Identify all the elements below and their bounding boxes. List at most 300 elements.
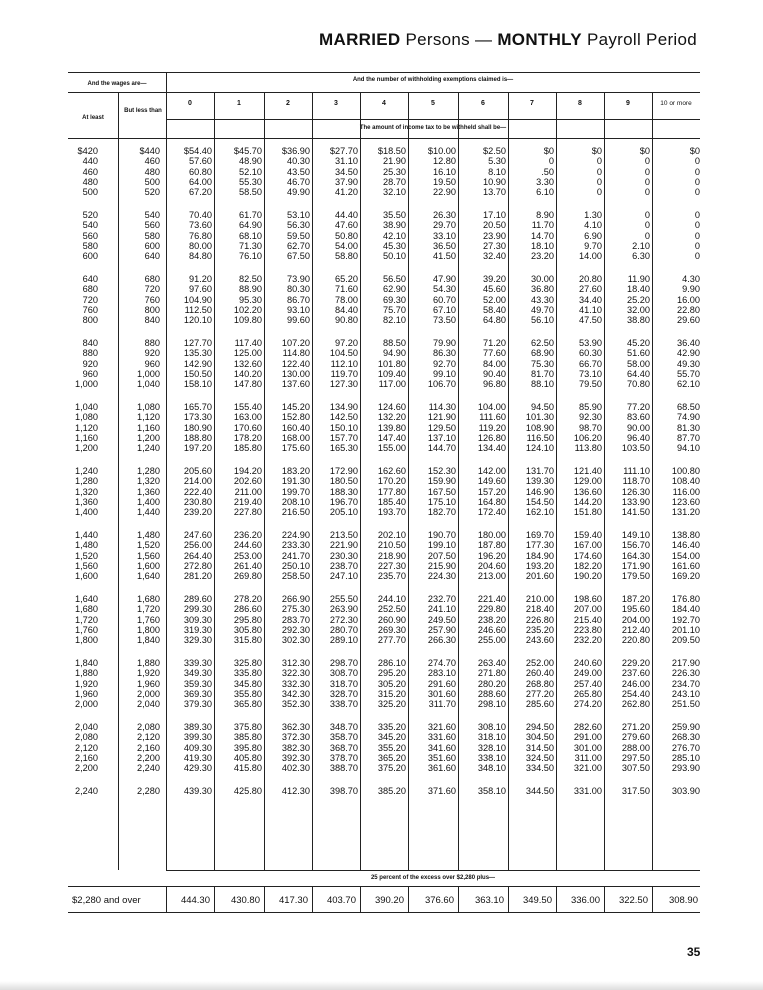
tax-cell: 281.20 bbox=[183, 571, 212, 582]
tax-cell: 318.70 bbox=[329, 678, 358, 689]
tax-cell: 199.10 bbox=[427, 540, 456, 551]
tax-cell: 348.10 bbox=[477, 763, 506, 774]
tax-cell: 318.10 bbox=[477, 732, 506, 743]
tax-cell: 127.70 bbox=[183, 338, 212, 348]
wage-less-than-cell: 1,120 bbox=[137, 412, 160, 423]
tax-cell: 60.80 bbox=[189, 166, 212, 177]
tax-cell: 159.90 bbox=[427, 476, 456, 487]
tax-cell: 237.60 bbox=[621, 668, 650, 679]
tax-cell: 77.60 bbox=[483, 348, 506, 359]
tax-cell: 191.30 bbox=[281, 476, 310, 487]
tax-cell: 0 bbox=[644, 210, 650, 220]
footer-cell: 308.90 bbox=[668, 895, 698, 906]
wage-less-than-cell: 2,240 bbox=[137, 763, 160, 774]
tax-cell: 111.60 bbox=[479, 412, 506, 423]
tax-cell: 338.10 bbox=[477, 752, 506, 763]
tax-cell: 185.80 bbox=[233, 443, 262, 454]
tax-cell: 385.20 bbox=[377, 786, 406, 796]
footer-mid-rule bbox=[68, 886, 700, 887]
tax-cell: 36.50 bbox=[433, 240, 456, 251]
tax-cell: 142.90 bbox=[183, 358, 212, 369]
tax-cell: 308.70 bbox=[329, 668, 358, 679]
tax-cell: 78.00 bbox=[335, 294, 358, 305]
wage-at-least-cell: 1,400 bbox=[75, 507, 98, 518]
tax-cell: 289.60 bbox=[183, 594, 212, 604]
tax-cell: 238.70 bbox=[329, 560, 358, 571]
tax-cell: 260.90 bbox=[377, 614, 406, 625]
tax-cell: 359.30 bbox=[183, 678, 212, 689]
wage-at-least-cell: 1,600 bbox=[75, 571, 98, 582]
tax-cell: 151.80 bbox=[573, 507, 602, 518]
wage-at-least-cell: 1,920 bbox=[75, 678, 98, 689]
tax-cell: 162.60 bbox=[377, 466, 406, 476]
tax-cell: 132.60 bbox=[233, 358, 262, 369]
tax-cell: 107.20 bbox=[281, 338, 310, 348]
tax-cell: 125.00 bbox=[233, 348, 262, 359]
column-header: 10 or more bbox=[660, 100, 692, 107]
wage-less-than-cell: 800 bbox=[144, 304, 160, 315]
tax-cell: 0 bbox=[644, 156, 650, 167]
tax-cell: 40.30 bbox=[287, 156, 310, 167]
wage-less-than-cell: 1,040 bbox=[137, 379, 160, 390]
tax-cell: 122.40 bbox=[281, 358, 310, 369]
tax-cell: 244.60 bbox=[233, 540, 262, 551]
tax-cell: 277.70 bbox=[377, 635, 406, 646]
tax-cell: 0 bbox=[694, 156, 700, 167]
tax-cell: 226.30 bbox=[671, 668, 700, 679]
tax-cell: 126.30 bbox=[621, 486, 650, 497]
tax-cell: 36.40 bbox=[677, 338, 700, 348]
tax-cell: 227.30 bbox=[377, 560, 406, 571]
tax-cell: 62.90 bbox=[383, 284, 406, 295]
wage-at-least-cell: 2,160 bbox=[75, 752, 98, 763]
tax-cell: 425.80 bbox=[233, 786, 262, 796]
tax-cell: 233.30 bbox=[281, 540, 310, 551]
footer-cell: 349.50 bbox=[522, 895, 552, 906]
tax-cell: 117.40 bbox=[234, 338, 262, 348]
tax-cell: 41.10 bbox=[579, 304, 602, 315]
tax-cell: 218.90 bbox=[377, 550, 406, 561]
tax-cell: 299.30 bbox=[183, 604, 212, 615]
tax-cell: 32.00 bbox=[627, 304, 650, 315]
tax-cell: 92.70 bbox=[433, 358, 456, 369]
tax-cell: 219.40 bbox=[233, 496, 262, 507]
tax-cell: 136.60 bbox=[573, 486, 602, 497]
tax-cell: 308.10 bbox=[477, 722, 506, 732]
tax-cell: 429.30 bbox=[183, 763, 212, 774]
tax-cell: 124.60 bbox=[377, 402, 406, 412]
tax-cell: 32.40 bbox=[483, 251, 506, 262]
tax-cell: 182.70 bbox=[427, 507, 456, 518]
tax-cell: 82.50 bbox=[239, 274, 262, 284]
wage-at-least-cell: 800 bbox=[82, 315, 98, 326]
tax-cell: 0 bbox=[694, 187, 700, 198]
tax-cell: 154.00 bbox=[671, 550, 700, 561]
tax-cell: 27.30 bbox=[483, 240, 506, 251]
tax-cell: 227.80 bbox=[233, 507, 262, 518]
tax-cell: 222.40 bbox=[183, 486, 212, 497]
tax-cell: 375.80 bbox=[233, 722, 262, 732]
tax-cell: 291.00 bbox=[573, 732, 602, 743]
tax-cell: 224.90 bbox=[281, 530, 310, 540]
tax-cell: 321.00 bbox=[573, 763, 602, 774]
at-least-header: At least bbox=[82, 115, 104, 121]
wage-less-than-cell: 680 bbox=[144, 274, 160, 284]
tax-cell: 52.00 bbox=[483, 294, 506, 305]
tax-cell: 31.10 bbox=[335, 156, 358, 167]
wage-at-least-cell: 1,120 bbox=[75, 422, 98, 433]
wage-at-least-cell: 1,960 bbox=[75, 688, 98, 699]
tax-cell: 358.70 bbox=[329, 732, 358, 743]
tax-cell: 25.20 bbox=[627, 294, 650, 305]
over-limit-label: $2,280 and over bbox=[72, 895, 141, 906]
tax-cell: 223.80 bbox=[573, 624, 602, 635]
tax-cell: 252.50 bbox=[377, 604, 406, 615]
footer-cell: 417.30 bbox=[278, 895, 308, 906]
tax-cell: 177.80 bbox=[377, 486, 406, 497]
tax-cell: 289.10 bbox=[329, 635, 358, 646]
tax-cell: 345.80 bbox=[233, 678, 262, 689]
tax-cell: $54.40 bbox=[183, 146, 212, 156]
tax-cell: 6.90 bbox=[584, 230, 602, 241]
tax-cell: 58.40 bbox=[483, 304, 506, 315]
tax-cell: 73.90 bbox=[287, 274, 310, 284]
tax-cell: 127.30 bbox=[329, 379, 358, 390]
tax-cell: 378.70 bbox=[329, 752, 358, 763]
wage-less-than-cell: 2,000 bbox=[137, 688, 160, 699]
tax-cell: 275.30 bbox=[281, 604, 310, 615]
tax-cell: 147.80 bbox=[233, 379, 262, 390]
tax-cell: 106.70 bbox=[427, 379, 456, 390]
tax-cell: 34.40 bbox=[579, 294, 602, 305]
tax-cell: 246.00 bbox=[621, 678, 650, 689]
tax-cell: 388.70 bbox=[329, 763, 358, 774]
tax-cell: 365.20 bbox=[377, 752, 406, 763]
tax-cell: 4.10 bbox=[584, 220, 602, 231]
wage-at-least-cell: 1,080 bbox=[75, 412, 98, 423]
tax-cell: 342.30 bbox=[281, 688, 310, 699]
tax-cell: 193.20 bbox=[525, 560, 554, 571]
tax-cell: 294.50 bbox=[525, 722, 554, 732]
tax-cell: 252.00 bbox=[525, 658, 554, 668]
tax-cell: 230.80 bbox=[183, 496, 212, 507]
tax-cell: 204.60 bbox=[477, 560, 506, 571]
wage-at-least-cell: 1,280 bbox=[75, 476, 98, 487]
tax-cell: 58.00 bbox=[627, 358, 650, 369]
tax-cell: 0 bbox=[694, 240, 700, 251]
tax-cell: 93.10 bbox=[287, 304, 310, 315]
tax-cell: 246.60 bbox=[477, 624, 506, 635]
tax-cell: 355.20 bbox=[377, 742, 406, 753]
tax-cell: 35.50 bbox=[383, 210, 406, 220]
wage-at-least-cell: 440 bbox=[82, 156, 98, 167]
tax-cell: 75.70 bbox=[383, 304, 406, 315]
tax-cell: 97.60 bbox=[189, 284, 212, 295]
tax-cell: 187.20 bbox=[621, 594, 650, 604]
tax-cell: 415.80 bbox=[233, 763, 262, 774]
wage-at-least-cell: $420 bbox=[77, 146, 98, 156]
tax-cell: 269.30 bbox=[377, 624, 406, 635]
tax-cell: 293.90 bbox=[671, 763, 700, 774]
tax-cell: 16.00 bbox=[677, 294, 700, 305]
tax-cell: 94.10 bbox=[677, 443, 700, 454]
scan-edge bbox=[0, 981, 763, 990]
tax-cell: 156.70 bbox=[621, 540, 650, 551]
tax-cell: $10.00 bbox=[427, 146, 456, 156]
tax-cell: 338.70 bbox=[329, 699, 358, 710]
tax-cell: 361.60 bbox=[427, 763, 456, 774]
tax-cell: 292.30 bbox=[281, 624, 310, 635]
tax-cell: 154.50 bbox=[525, 496, 554, 507]
tax-cell: 0 bbox=[694, 230, 700, 241]
tax-cell: 138.80 bbox=[671, 530, 700, 540]
wage-less-than-cell: 840 bbox=[144, 315, 160, 326]
wage-at-least-cell: 2,240 bbox=[75, 786, 98, 796]
tax-cell: 66.70 bbox=[579, 358, 602, 369]
wage-at-least-cell: 920 bbox=[82, 358, 98, 369]
wage-less-than-cell: $440 bbox=[139, 146, 160, 156]
tax-cell: 385.80 bbox=[233, 732, 262, 743]
tax-cell: 218.40 bbox=[525, 604, 554, 615]
tax-cell: 84.80 bbox=[189, 251, 212, 262]
tax-cell: 286.10 bbox=[377, 658, 406, 668]
tax-cell: 301.60 bbox=[427, 688, 456, 699]
tax-cell: 52.10 bbox=[239, 166, 262, 177]
tax-cell: 291.60 bbox=[427, 678, 456, 689]
wage-less-than-cell: 720 bbox=[144, 284, 160, 295]
tax-cell: 0 bbox=[644, 176, 650, 187]
tax-cell: 60.30 bbox=[579, 348, 602, 359]
tax-cell: 247.10 bbox=[329, 571, 358, 582]
tax-cell: 174.60 bbox=[573, 550, 602, 561]
column-header: 2 bbox=[286, 100, 290, 107]
tax-cell: 134.40 bbox=[477, 443, 506, 454]
tax-cell: 263.40 bbox=[477, 658, 506, 668]
wage-less-than-cell: 1,800 bbox=[137, 624, 160, 635]
wage-at-least-cell: 2,040 bbox=[75, 722, 98, 732]
column-header: 9 bbox=[626, 100, 630, 107]
tax-cell: 169.20 bbox=[671, 571, 700, 582]
footer-cell: 444.30 bbox=[180, 895, 210, 906]
tax-cell: 137.10 bbox=[427, 432, 456, 443]
wage-at-least-cell: 2,200 bbox=[75, 763, 98, 774]
wage-at-least-cell: 1,640 bbox=[75, 594, 98, 604]
tax-cell: 49.70 bbox=[531, 304, 554, 315]
tax-cell: 112.10 bbox=[330, 358, 358, 369]
tax-cell: 309.30 bbox=[183, 614, 212, 625]
tax-cell: 86.70 bbox=[287, 294, 310, 305]
tax-cell: 255.00 bbox=[477, 635, 506, 646]
column-header: 8 bbox=[578, 100, 582, 107]
tax-cell: 9.90 bbox=[682, 284, 700, 295]
column-header: 4 bbox=[382, 100, 386, 107]
tax-cell: 175.60 bbox=[281, 443, 310, 454]
tax-cell: 90.80 bbox=[335, 315, 358, 326]
tax-cell: 395.80 bbox=[233, 742, 262, 753]
tax-cell: 322.30 bbox=[281, 668, 310, 679]
tax-cell: 180.50 bbox=[329, 476, 358, 487]
tax-cell: 64.00 bbox=[189, 176, 212, 187]
tax-cell: 201.10 bbox=[671, 624, 700, 635]
tax-cell: 372.30 bbox=[281, 732, 310, 743]
tax-cell: $0 bbox=[639, 146, 650, 156]
columns-header-rule bbox=[166, 119, 700, 120]
tax-cell: 88.90 bbox=[239, 284, 262, 295]
tax-cell: 236.20 bbox=[233, 530, 262, 540]
tax-cell: 142.50 bbox=[329, 412, 358, 423]
wage-at-least-cell: 1,320 bbox=[75, 486, 98, 497]
tax-cell: 133.90 bbox=[621, 496, 650, 507]
tax-cell: 211.00 bbox=[234, 486, 262, 497]
tax-cell: 204.00 bbox=[621, 614, 650, 625]
tax-cell: 87.70 bbox=[677, 432, 700, 443]
tax-cell: 329.30 bbox=[183, 635, 212, 646]
tax-cell: 261.40 bbox=[233, 560, 262, 571]
tax-cell: 192.70 bbox=[671, 614, 700, 625]
footer-cell: 390.20 bbox=[374, 895, 404, 906]
wage-less-than-cell: 1,000 bbox=[137, 368, 160, 379]
tax-cell: 90.00 bbox=[627, 422, 650, 433]
tax-cell: 177.30 bbox=[525, 540, 554, 551]
tax-cell: 161.60 bbox=[671, 560, 700, 571]
tax-cell: 45.60 bbox=[483, 284, 506, 295]
tax-cell: 47.90 bbox=[433, 274, 456, 284]
tax-cell: 180.90 bbox=[183, 422, 212, 433]
column-header: 7 bbox=[530, 100, 534, 107]
tax-cell: 262.80 bbox=[621, 699, 650, 710]
tax-cell: 68.50 bbox=[677, 402, 700, 412]
wage-at-least-cell: 1,000 bbox=[75, 379, 98, 390]
tax-cell: 56.30 bbox=[287, 220, 310, 231]
tax-cell: 94.50 bbox=[531, 402, 554, 412]
table-top-rule bbox=[68, 72, 700, 73]
tax-cell: 14.70 bbox=[531, 230, 554, 241]
wage-at-least-cell: 1,040 bbox=[75, 402, 98, 412]
tax-cell: 331.60 bbox=[427, 732, 456, 743]
tax-cell: 188.80 bbox=[183, 432, 212, 443]
tax-cell: 6.10 bbox=[536, 187, 554, 198]
tax-cell: 196.20 bbox=[477, 550, 506, 561]
wage-less-than-cell: 520 bbox=[144, 187, 160, 198]
tax-cell: 419.30 bbox=[183, 752, 212, 763]
wage-less-than-cell: 460 bbox=[144, 156, 160, 167]
tax-cell: 319.30 bbox=[183, 624, 212, 635]
tax-cell: 152.80 bbox=[281, 412, 310, 423]
tax-cell: 314.50 bbox=[525, 742, 554, 753]
tax-cell: 288.00 bbox=[621, 742, 650, 753]
tax-cell: 375.20 bbox=[377, 763, 406, 774]
wage-at-least-cell: 1,760 bbox=[75, 624, 98, 635]
tax-cell: 202.60 bbox=[233, 476, 262, 487]
tax-cell: 81.30 bbox=[677, 422, 700, 433]
tax-cell: 304.50 bbox=[525, 732, 554, 743]
tax-cell: 51.60 bbox=[627, 348, 650, 359]
tax-cell: 172.90 bbox=[329, 466, 358, 476]
tax-cell: 210.50 bbox=[377, 540, 406, 551]
tax-cell: 286.60 bbox=[233, 604, 262, 615]
tax-cell: 0 bbox=[644, 230, 650, 241]
tax-cell: 60.70 bbox=[433, 294, 456, 305]
tax-cell: 131.20 bbox=[671, 507, 700, 518]
tax-cell: 315.20 bbox=[377, 688, 406, 699]
tax-cell: 146.90 bbox=[525, 486, 554, 497]
tax-cell: 280.20 bbox=[477, 678, 506, 689]
wage-at-least-cell: 760 bbox=[82, 304, 98, 315]
tax-cell: 355.80 bbox=[233, 688, 262, 699]
tax-cell: 149.60 bbox=[477, 476, 506, 487]
tax-cell: 0 bbox=[596, 187, 602, 198]
tax-cell: $0 bbox=[689, 146, 700, 156]
tax-cell: 251.50 bbox=[671, 699, 700, 710]
tax-cell: 69.30 bbox=[383, 294, 406, 305]
tax-cell: 215.40 bbox=[573, 614, 602, 625]
tax-cell: 67.50 bbox=[287, 251, 310, 262]
tax-cell: 276.70 bbox=[671, 742, 700, 753]
tax-cell: 268.30 bbox=[671, 732, 700, 743]
excess-note: 25 percent of the excess over $2,280 plus— bbox=[370, 875, 496, 881]
tax-cell: 131.70 bbox=[525, 466, 554, 476]
tax-cell: 79.90 bbox=[433, 338, 456, 348]
tax-cell: 205.60 bbox=[183, 466, 212, 476]
tax-cell: 358.10 bbox=[477, 786, 506, 796]
tax-cell: 21.90 bbox=[383, 156, 406, 167]
tax-cell: 19.50 bbox=[433, 176, 456, 187]
tax-cell: 74.90 bbox=[677, 412, 700, 423]
tax-cell: 179.50 bbox=[621, 571, 650, 582]
wage-at-least-cell: 460 bbox=[82, 166, 98, 177]
wage-less-than-cell: 1,840 bbox=[137, 635, 160, 646]
tax-cell: 25.30 bbox=[383, 166, 406, 177]
tax-cell: 183.20 bbox=[281, 466, 310, 476]
tax-cell: 317.50 bbox=[621, 786, 650, 796]
tax-cell: 184.40 bbox=[671, 604, 700, 615]
tax-cell: 253.00 bbox=[233, 550, 262, 561]
tax-cell: 62.70 bbox=[287, 240, 310, 251]
tax-cell: 339.30 bbox=[183, 658, 212, 668]
header-bottom-rule bbox=[68, 138, 700, 139]
wage-less-than-cell: 2,040 bbox=[137, 699, 160, 710]
tax-cell: $2.50 bbox=[483, 146, 506, 156]
footer-cell: 363.10 bbox=[474, 895, 504, 906]
tax-cell: 33.10 bbox=[433, 230, 456, 241]
tax-cell: 240.60 bbox=[573, 658, 602, 668]
tax-cell: 129.50 bbox=[427, 422, 456, 433]
footer-cell: 430.80 bbox=[230, 895, 260, 906]
footer-cell: 403.70 bbox=[326, 895, 356, 906]
tax-cell: 55.70 bbox=[677, 368, 700, 379]
tax-cell: 70.40 bbox=[189, 210, 212, 220]
tax-cell: 0 bbox=[644, 187, 650, 198]
tax-cell: 176.80 bbox=[671, 594, 700, 604]
footer-cell: 322.50 bbox=[618, 895, 648, 906]
column-header: 3 bbox=[334, 100, 338, 107]
tax-cell: 61.70 bbox=[239, 210, 262, 220]
tax-cell: 92.30 bbox=[579, 412, 602, 423]
tax-cell: 59.50 bbox=[287, 230, 310, 241]
tax-cell: 18.10 bbox=[531, 240, 554, 251]
tax-cell: 328.10 bbox=[477, 742, 506, 753]
tax-cell: 274.70 bbox=[427, 658, 456, 668]
tax-cell: 190.20 bbox=[573, 571, 602, 582]
wage-less-than-cell: 1,160 bbox=[137, 422, 160, 433]
tax-cell: 265.80 bbox=[573, 688, 602, 699]
tax-cell: 130.00 bbox=[281, 368, 310, 379]
tax-cell: $27.70 bbox=[329, 146, 358, 156]
tax-cell: 160.40 bbox=[281, 422, 310, 433]
tax-cell: 124.10 bbox=[525, 443, 554, 454]
tax-cell: 94.90 bbox=[383, 348, 406, 359]
tax-cell: 207.00 bbox=[573, 604, 602, 615]
